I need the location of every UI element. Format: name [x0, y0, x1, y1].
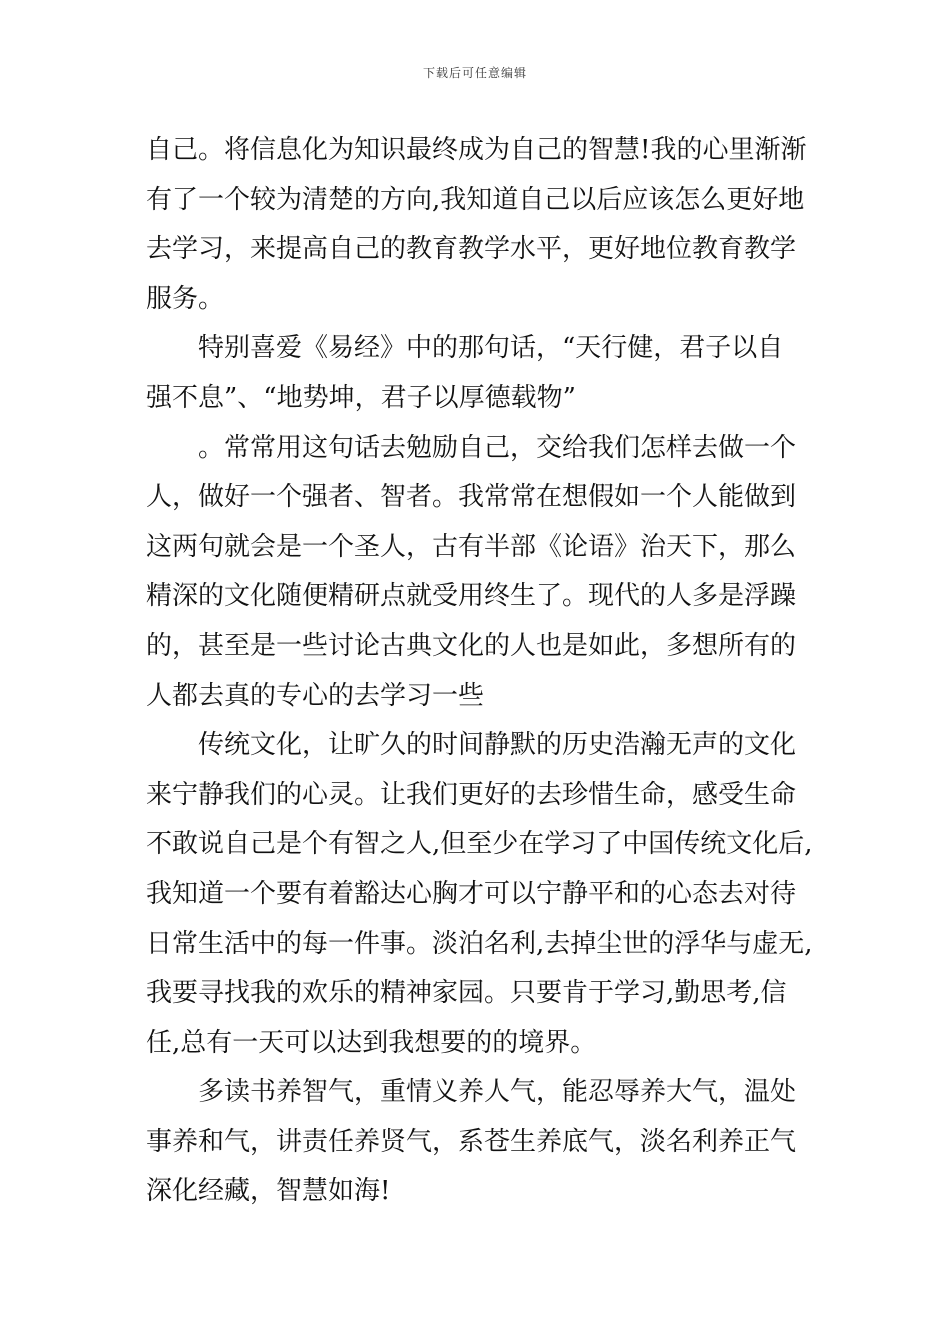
text-line: 任,总有一天可以达到我想要的的境界。 — [146, 1027, 597, 1058]
text-line: 人，做好一个强者、智者。我常常在想假如一个人能做到 — [146, 482, 797, 513]
text-line: 服务。 — [146, 283, 225, 314]
document-body — [146, 126, 813, 1217]
text-line: 自己。将信息化为知识最终成为自己的智慧!我的心里渐渐 — [146, 135, 807, 165]
text-line-paragraph-start: 特别喜爱《易经》中的那句话，“天行健，君子以自 — [198, 333, 784, 364]
text-line: 来宁静我们的心灵。让我们更好的去珍惜生命，感受生命 — [146, 779, 797, 810]
text-line: 我要寻找我的欢乐的精神家园。只要肯于学习,勤思考,信 — [146, 978, 787, 1009]
text-line-paragraph-start: 传统文化，让旷久的时间静默的历史浩瀚无声的文化 — [198, 730, 797, 761]
text-line-paragraph-start: 多读书养智气，重情义养人气，能忍辱养大气，温处 — [198, 1077, 797, 1108]
text-line: 这两句就会是一个圣人，古有半部《论语》治天下，那么 — [146, 531, 797, 562]
text-line: 深化经藏，智慧如海! — [146, 1176, 391, 1207]
text-line: 强不息”、“地势坤，君子以厚德载物” — [146, 382, 576, 413]
text-line: 我知道一个要有着豁达心胸才可以宁静平和的心态去对待 — [146, 878, 797, 909]
text-line: 有了一个较为清楚的方向,我知道自己以后应该怎么更好地 — [146, 184, 805, 215]
text-line-paragraph-start: 。常常用这句话去勉励自己，交给我们怎样去做一个 — [198, 432, 797, 463]
text-line: 的，甚至是一些讨论古典文化的人也是如此，多想所有的 — [146, 630, 797, 661]
text-line: 不敢说自己是个有智之人,但至少在学习了中国传统文化后, — [146, 829, 813, 860]
text-line: 日常生活中的每一件事。淡泊名利,去掉尘世的浮华与虚无, — [146, 928, 813, 959]
text-line: 精深的文化随便精研点就受用终生了。现代的人多是浮躁 — [146, 581, 797, 612]
text-line: 去学习，来提高自己的教育教学水平，更好地位教育教学 — [146, 234, 797, 265]
header-note: 下载后可任意编辑 — [422, 66, 527, 80]
text-line: 事养和气，讲责任养贤气，系苍生养底气，淡名利养正气 — [146, 1126, 797, 1157]
text-line: 人都去真的专心的去学习一些 — [146, 680, 485, 711]
